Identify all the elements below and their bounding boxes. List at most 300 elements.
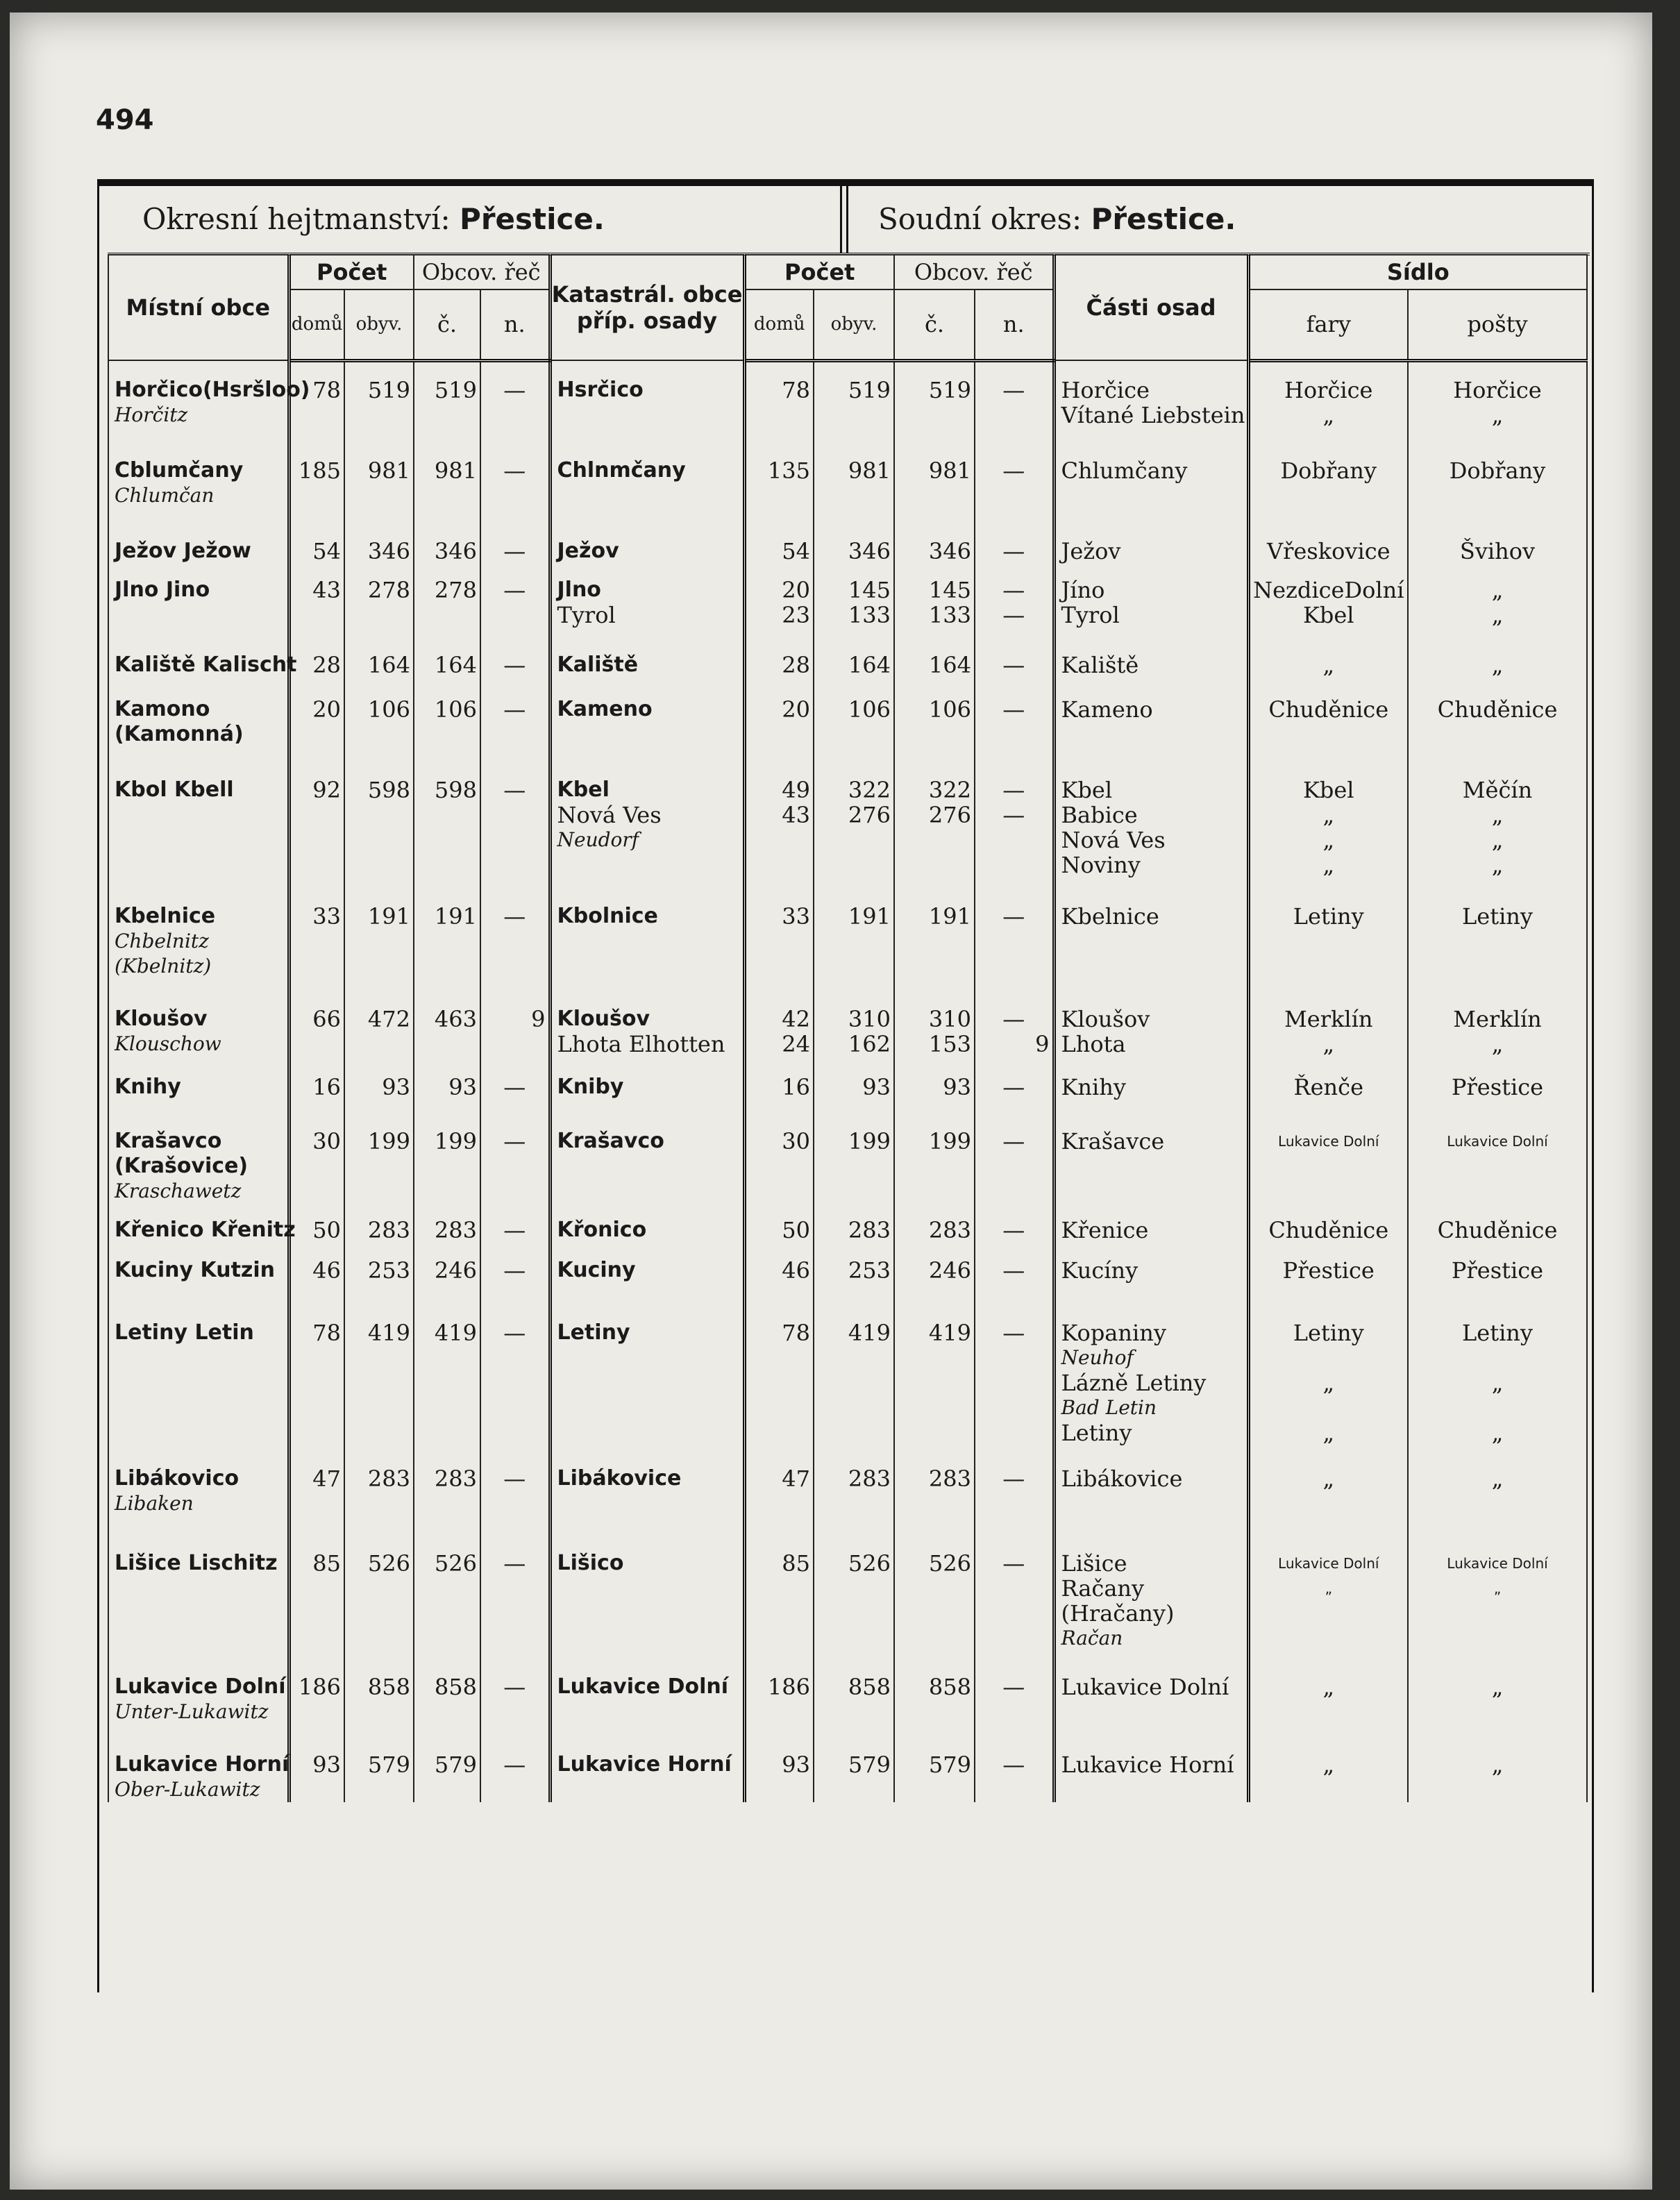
cell-kat-c-line: 519 [928, 376, 971, 403]
cell-katastr-line: Kuciny [557, 1257, 636, 1282]
cell-n [480, 1674, 550, 1724]
cell-fary-line: Kbel [1302, 776, 1354, 803]
cell-kat-c-line: 153 [928, 1030, 971, 1057]
cell-kat-c [894, 578, 975, 628]
col-obcov-rec: Obcov. řeč [414, 255, 550, 289]
table-row [108, 1129, 1587, 1204]
col-katastr: Katastrál. obce příp. osady [550, 255, 744, 360]
cell-fary-line: Dobřany [1280, 457, 1377, 484]
cell-katastr [550, 1752, 744, 1802]
cell-obyv [344, 1466, 414, 1516]
cell-casti-line: Babice [1061, 801, 1138, 828]
table-row [108, 458, 1587, 508]
cell-casti [1054, 1752, 1248, 1802]
cell-kat-domu [744, 458, 814, 508]
cell-fary-line: Merklín [1284, 1005, 1373, 1032]
cell-katastr-line: Hsrčico [557, 377, 644, 402]
cell-posty-line: „ [1491, 1673, 1504, 1700]
cell-kat-c [894, 1129, 975, 1204]
cell-posty [1408, 1218, 1587, 1243]
cell-obyv [344, 1674, 414, 1724]
cell-kat-obyv-line: 579 [848, 1751, 891, 1778]
cell-kat-domu [744, 1129, 814, 1204]
cell-domu-line: 16 [312, 1073, 341, 1100]
cell-c [414, 1258, 480, 1283]
row-spacer [108, 428, 1587, 458]
cell-fary [1248, 458, 1408, 508]
cell-katastr-line: Nová Ves [557, 801, 662, 828]
cell-katastr-line: Kaliště [557, 652, 639, 677]
cell-domu-line: 185 [298, 457, 341, 484]
cell-kat-obyv-line: 162 [848, 1030, 891, 1057]
cell-obyv-line: 253 [367, 1257, 410, 1284]
col-obcov-rec-2: Obcov. řeč [894, 255, 1054, 289]
cell-kat-n [975, 904, 1054, 979]
cell-domu [289, 778, 344, 878]
cell-obec-line: (Krašovice) [115, 1153, 249, 1178]
cell-c-line: 283 [434, 1216, 477, 1243]
cell-n-line: — [503, 902, 526, 930]
col-obyv: obyv. [344, 289, 414, 360]
cell-domu-line: 43 [312, 576, 341, 603]
cell-fary-line: „ [1322, 851, 1335, 878]
cell-obec [108, 697, 289, 747]
cell-casti-line: Krašavce [1061, 1127, 1165, 1154]
row-spacer [108, 979, 1587, 1007]
cell-posty-line: „ [1491, 1751, 1504, 1778]
table-row [108, 904, 1587, 979]
cell-obec [108, 578, 289, 628]
col-pocet: Počet [289, 255, 414, 289]
cell-casti-line: (Hračany) [1061, 1599, 1175, 1627]
cell-obyv-line: 598 [367, 776, 410, 803]
col-domu-2: domů [744, 289, 814, 360]
col-posty: pošty [1408, 289, 1587, 360]
cell-kat-obyv [814, 1752, 894, 1802]
cell-katastr-line: Kameno [557, 696, 653, 721]
cell-kat-obyv-line: 346 [848, 537, 891, 564]
cell-fary [1248, 1258, 1408, 1283]
cell-kat-n-line: — [1002, 457, 1025, 484]
cell-katastr-line: Lukavice Horní [557, 1752, 732, 1777]
cell-kat-domu-line: 85 [782, 1550, 810, 1577]
cell-casti [1054, 1258, 1248, 1283]
cell-obyv [344, 904, 414, 979]
row-spacer [108, 1204, 1587, 1218]
cell-obec [108, 539, 289, 564]
cell-casti [1054, 1129, 1248, 1204]
cell-kat-c [894, 904, 975, 979]
cell-c-line: 93 [448, 1073, 477, 1100]
col-n: n. [480, 289, 550, 360]
cell-domu-line: 93 [312, 1751, 341, 1778]
cell-obec [108, 458, 289, 508]
cell-n-line: — [503, 1550, 526, 1577]
cell-fary-line: Letiny [1293, 1319, 1364, 1346]
cell-n [480, 458, 550, 508]
cell-fary [1248, 904, 1408, 979]
cell-kat-obyv [814, 1129, 894, 1204]
cell-obyv-line: 346 [367, 537, 410, 564]
cell-obyv-line: 106 [367, 696, 410, 723]
cell-c [414, 653, 480, 678]
cell-fary [1248, 1129, 1408, 1204]
table-row [108, 1075, 1587, 1100]
top-rule [97, 179, 1592, 186]
cell-n-line: — [503, 1673, 526, 1700]
cell-obec-line: Kuciny Kutzin [115, 1257, 276, 1282]
cell-obec [108, 1752, 289, 1802]
cell-fary-line: „ [1322, 1030, 1335, 1057]
table-row [108, 1466, 1587, 1516]
cell-obec-line: (Kbelnitz) [115, 954, 212, 977]
cell-posty [1408, 458, 1587, 508]
cell-casti-line: Lázně Letiny [1061, 1369, 1207, 1396]
municipality-table [108, 254, 1588, 1802]
cell-kat-domu [744, 1466, 814, 1516]
cell-obec [108, 904, 289, 979]
cell-kat-c-line: 579 [928, 1751, 971, 1778]
cell-posty-line: Chuděnice [1437, 696, 1558, 723]
cell-posty-line: Letiny [1462, 1319, 1533, 1346]
cell-casti-line: Ježov [1061, 537, 1121, 564]
cell-domu-line: 33 [312, 902, 341, 930]
cell-kat-c-line: 133 [928, 601, 971, 628]
cell-kat-c-line: 858 [928, 1673, 971, 1700]
cell-obec [108, 377, 310, 428]
court-district-value: Přestice. [1091, 202, 1236, 236]
cell-katastr [550, 1129, 744, 1204]
cell-kat-n-line: — [1002, 902, 1025, 930]
district-label: Okresní hejtmanství: [142, 202, 451, 236]
cell-kat-c [894, 778, 975, 878]
cell-posty-line [1409, 1345, 1586, 1370]
cell-casti [1054, 1320, 1248, 1445]
cell-katastr [550, 1551, 744, 1651]
cell-kat-obyv [814, 904, 894, 979]
table-row [108, 1320, 1587, 1445]
cell-kat-obyv [814, 539, 894, 564]
cell-n-line: — [503, 651, 526, 678]
cell-n-line: — [503, 457, 526, 484]
cell-katastr-line: Neudorf [557, 828, 639, 851]
cell-kat-domu [744, 1218, 814, 1243]
cell-fary [1248, 1752, 1408, 1802]
cell-kat-n-line: 9 [1035, 1030, 1050, 1057]
cell-c-line: 164 [434, 651, 477, 678]
cell-kat-domu-line: 46 [782, 1257, 810, 1284]
col-casti-osad: Části osad [1054, 255, 1248, 360]
cell-katastr-line: Lhota Elhotten [557, 1030, 725, 1057]
cell-kat-n [975, 1752, 1054, 1802]
cell-c-line: 283 [434, 1465, 477, 1492]
cell-obyv [344, 1320, 414, 1445]
cell-kat-obyv [814, 778, 894, 878]
table-header [108, 255, 1587, 360]
cell-n-line: — [503, 696, 526, 723]
cell-obec [108, 1075, 289, 1100]
cell-c [414, 1320, 480, 1445]
cell-kat-n [975, 653, 1054, 678]
cell-casti-line: Letiny [1061, 1419, 1132, 1446]
cell-kat-domu [744, 539, 814, 564]
cell-kat-n [975, 1674, 1054, 1724]
cell-kat-domu [744, 1674, 814, 1724]
row-spacer [108, 1057, 1587, 1075]
cell-kat-obyv-line: 858 [848, 1673, 891, 1700]
cell-kat-domu-line: 78 [782, 376, 810, 403]
cell-kat-c [894, 1007, 975, 1057]
cell-fary-line: Chuděnice [1268, 696, 1389, 723]
cell-katastr [550, 378, 744, 428]
cell-fary [1248, 653, 1408, 678]
cell-katastr-line: Letiny [557, 1320, 630, 1345]
cell-obyv-line: 526 [367, 1550, 410, 1577]
cell-kat-obyv-line: 145 [848, 576, 891, 603]
cell-casti [1054, 1007, 1248, 1057]
district-title [142, 186, 605, 253]
cell-casti [1054, 539, 1248, 564]
cell-c-line: 598 [434, 776, 477, 803]
cell-kat-obyv [814, 1466, 894, 1516]
cell-posty [1408, 1466, 1587, 1516]
cell-n [480, 1007, 550, 1057]
cell-posty-line: „ [1491, 851, 1504, 878]
row-spacer [108, 508, 1587, 539]
cell-kat-c-line: 276 [928, 801, 971, 828]
cell-c-line: 199 [434, 1127, 477, 1154]
cell-domu [289, 1075, 344, 1100]
cell-obyv-line: 93 [382, 1073, 410, 1100]
row-spacer [108, 878, 1587, 904]
table-row [108, 1007, 1587, 1057]
cell-kat-c-line: 145 [928, 576, 971, 603]
cell-obyv [344, 1129, 414, 1204]
cell-kat-n [975, 697, 1054, 747]
cell-posty [1408, 1007, 1587, 1057]
cell-kat-domu-line: 33 [782, 902, 810, 930]
cell-kat-n [975, 378, 1054, 428]
cell-kat-n [975, 458, 1054, 508]
cell-fary [1248, 1320, 1408, 1445]
cell-fary-line: „ [1322, 801, 1335, 828]
cell-casti-line: Bad Letin [1061, 1395, 1157, 1419]
cell-katastr [550, 778, 744, 878]
table-row [108, 653, 1587, 678]
cell-c [414, 458, 480, 508]
cell-kat-domu [744, 1551, 814, 1651]
cell-domu-line: 78 [312, 1319, 341, 1346]
cell-domu [289, 1007, 344, 1057]
cell-domu [289, 578, 344, 628]
cell-kat-obyv-line: 276 [848, 801, 891, 828]
cell-kat-domu [744, 778, 814, 878]
cell-kat-c [894, 378, 975, 428]
court-district-label: Soudní okres: [878, 202, 1082, 236]
cell-kat-c-line: 93 [943, 1073, 971, 1100]
cell-fary-line: „ [1322, 1419, 1335, 1446]
cell-obyv [344, 458, 414, 508]
cell-n [480, 1218, 550, 1243]
cell-c [414, 378, 480, 428]
cell-posty-line: Letiny [1462, 902, 1533, 930]
col-c: č. [414, 289, 480, 360]
cell-posty-line: „ [1491, 1030, 1504, 1057]
cell-kat-n-line: — [1002, 1550, 1025, 1577]
cell-fary [1248, 578, 1408, 628]
cell-obyv-line: 419 [367, 1319, 410, 1346]
row-spacer [108, 1243, 1587, 1258]
cell-domu-line: 47 [312, 1465, 341, 1492]
cell-casti-line: Vítané Liebstein [1061, 401, 1245, 428]
cell-casti-line: Jíno [1061, 576, 1105, 603]
cell-kat-domu [744, 1320, 814, 1445]
cell-posty-line: Lukavice Dolní [1447, 1554, 1548, 1572]
cell-posty [1408, 1075, 1587, 1100]
cell-kat-c-line: 322 [928, 776, 971, 803]
cell-kat-n-line: — [1002, 1673, 1025, 1700]
cell-kat-domu-line: 30 [782, 1127, 810, 1154]
cell-kat-n [975, 778, 1054, 878]
cell-kat-domu [744, 904, 814, 979]
cell-obec [108, 1007, 289, 1057]
cell-kat-c-line: 310 [928, 1005, 971, 1032]
table-row [108, 578, 1587, 628]
cell-c [414, 1466, 480, 1516]
cell-katastr [550, 1320, 744, 1445]
cell-obyv [344, 697, 414, 747]
cell-fary-line: Lukavice Dolní [1278, 1554, 1379, 1572]
cell-obyv-line: 278 [367, 576, 410, 603]
cell-katastr [550, 1007, 744, 1057]
cell-katastr-line: Kbel [557, 777, 610, 802]
cell-katastr [550, 578, 744, 628]
page-number: 494 [96, 104, 154, 136]
cell-posty [1408, 653, 1587, 678]
cell-c [414, 904, 480, 979]
cell-c-line: 106 [434, 696, 477, 723]
cell-posty-line: „ [1491, 1465, 1504, 1492]
cell-c-line: 526 [434, 1550, 477, 1577]
cell-fary-line: Horčice [1284, 376, 1373, 403]
cell-kat-obyv-line: 283 [848, 1465, 891, 1492]
cell-casti [1054, 697, 1248, 747]
cell-posty-line: Přestice [1451, 1073, 1544, 1100]
cell-kat-n [975, 1129, 1054, 1204]
cell-n [480, 653, 550, 678]
cell-fary [1248, 697, 1408, 747]
cell-c [414, 697, 480, 747]
cell-n [480, 1129, 550, 1204]
cell-n [480, 1320, 550, 1445]
cell-kat-c [894, 1674, 975, 1724]
cell-kat-obyv-line: 981 [848, 457, 891, 484]
cell-posty-line: „ [1491, 576, 1504, 603]
cell-obec-line: Kraschawetz [115, 1179, 242, 1202]
cell-kat-obyv-line: 283 [848, 1216, 891, 1243]
cell-kat-n-line: — [1002, 1319, 1025, 1346]
cell-kat-obyv [814, 1007, 894, 1057]
cell-casti-line: Kaliště [1061, 651, 1139, 678]
cell-obec-line: Horčico(Hsršloo) [115, 377, 310, 402]
cell-kat-n [975, 1007, 1054, 1057]
cell-obyv [344, 1007, 414, 1057]
cell-kat-domu-line: 78 [782, 1319, 810, 1346]
cell-casti [1054, 1466, 1248, 1516]
cell-kat-obyv-line: 191 [848, 902, 891, 930]
cell-fary-line: Řenče [1293, 1073, 1363, 1100]
cell-kat-n-line: — [1002, 1465, 1025, 1492]
cell-kat-domu [744, 653, 814, 678]
cell-domu [289, 1551, 344, 1651]
cell-katastr [550, 904, 744, 979]
cell-kat-n [975, 578, 1054, 628]
cell-casti-line: Kopaniny [1061, 1319, 1166, 1346]
cell-obyv-line: 858 [367, 1673, 410, 1700]
cell-kat-domu-line: 24 [782, 1030, 810, 1057]
cell-kat-c [894, 1466, 975, 1516]
cell-kat-domu-line: 16 [782, 1073, 810, 1100]
table-body [108, 360, 1587, 1802]
cell-casti-line: Kbelnice [1061, 902, 1159, 930]
cell-kat-domu-line: 28 [782, 651, 810, 678]
cell-kat-n [975, 1258, 1054, 1283]
cell-kat-obyv [814, 1320, 894, 1445]
cell-obyv [344, 653, 414, 678]
cell-posty-line: „ [1491, 1419, 1504, 1446]
cell-kat-obyv [814, 1674, 894, 1724]
cell-posty-line: „ [1491, 1369, 1504, 1396]
cell-kat-obyv [814, 378, 894, 428]
cell-obec-line: Lukavice Dolní [115, 1674, 286, 1699]
cell-kat-domu-line: 20 [782, 696, 810, 723]
cell-katastr [550, 1466, 744, 1516]
cell-kat-n-line: — [1002, 376, 1025, 403]
cell-katastr [550, 1674, 744, 1724]
cell-casti-line: Račany [1061, 1575, 1145, 1602]
cell-posty-line: Horčice [1453, 376, 1542, 403]
cell-kat-domu [744, 1007, 814, 1057]
cell-n-line: — [503, 776, 526, 803]
cell-posty-line: Měčín [1462, 776, 1533, 803]
cell-katastr-line: Lukavice Dolní [557, 1674, 729, 1699]
cell-kat-domu-line: 47 [782, 1465, 810, 1492]
cell-casti [1054, 1218, 1248, 1243]
cell-obec-line: Lišice Lischitz [115, 1550, 278, 1575]
cell-kat-c [894, 1551, 975, 1651]
cell-kat-domu [744, 578, 814, 628]
cell-kat-domu-line: 135 [767, 457, 810, 484]
cell-kat-c-line: 199 [928, 1127, 971, 1154]
cell-n-line: — [503, 537, 526, 564]
cell-n-line: — [503, 1216, 526, 1243]
cell-n [480, 778, 550, 878]
row-spacer [108, 564, 1587, 578]
cell-obec-line: Křenico Křenitz [115, 1217, 296, 1242]
cell-obyv [344, 378, 414, 428]
cell-domu [289, 458, 344, 508]
cell-kat-n [975, 539, 1054, 564]
col-c-2: č. [894, 289, 975, 360]
cell-kat-n-line: — [1002, 776, 1025, 803]
cell-obec-line: Ježov Ježow [115, 538, 251, 563]
cell-casti-line: Kameno [1061, 696, 1153, 723]
cell-kat-c-line: 346 [928, 537, 971, 564]
cell-n-line: — [503, 1751, 526, 1778]
cell-katastr-line: Kbolnice [557, 903, 658, 928]
cell-obec [108, 1129, 289, 1204]
cell-domu-line: 20 [312, 696, 341, 723]
